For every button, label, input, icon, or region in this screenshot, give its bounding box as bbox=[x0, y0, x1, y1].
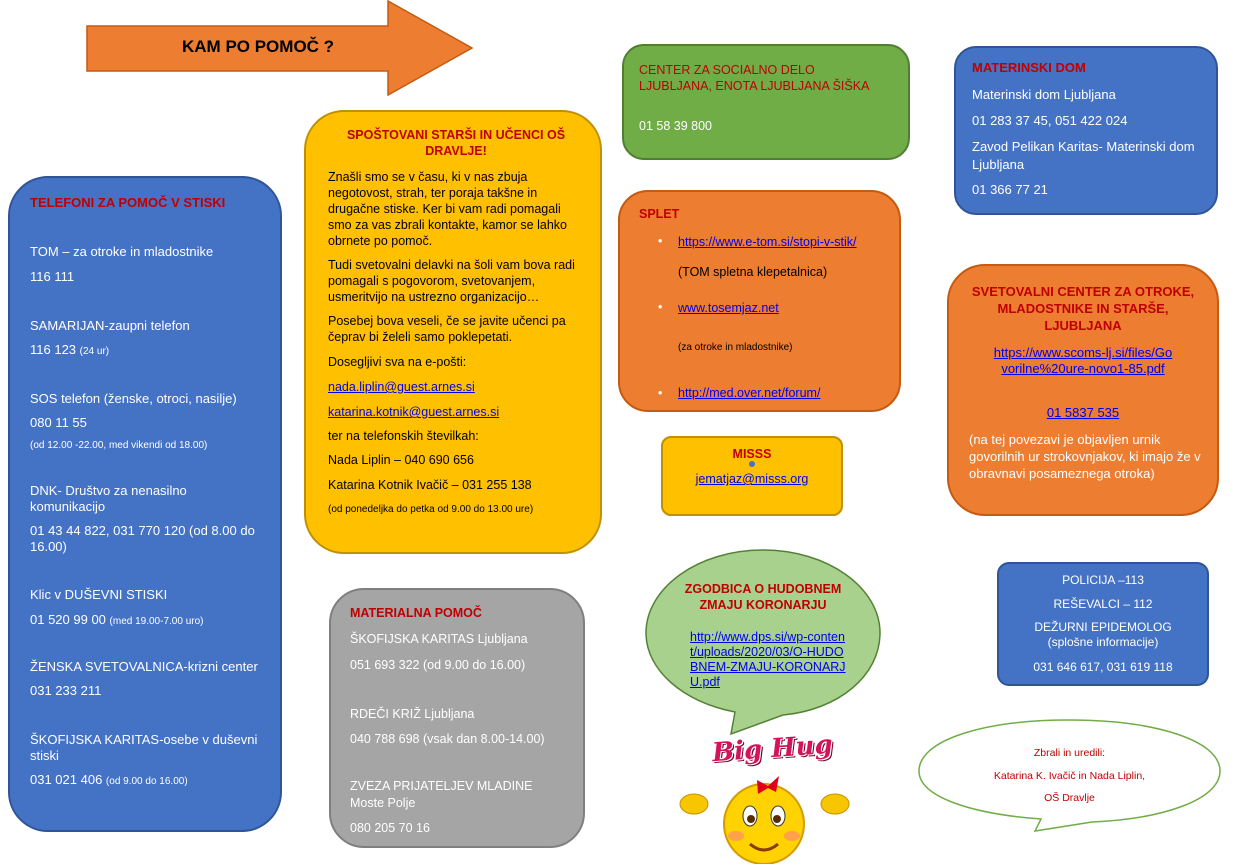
phone-number-text: 01 520 99 00 bbox=[30, 612, 106, 627]
parents-paragraph: Znašli smo se v času, ki v nas zbuja negotovost, strah, ter poraja takšne in drugačne stiske. Ker bi vam radi pomagali smo za vas zbrali kontakte, kamor se lahko obrnete po pomoč. bbox=[328, 170, 567, 248]
material-item-detail: 080 205 70 16 bbox=[350, 821, 430, 835]
story-link[interactable]: http://www.dps.si/wp-content/uploads/2020/03/O-HUDOBNEM-ZMAJU-KORONARJU.pdf bbox=[690, 630, 846, 689]
email-link-katarina[interactable]: katarina.kotnik@guest.arnes.si bbox=[328, 405, 500, 419]
misss-title: MISSS bbox=[732, 447, 772, 461]
bullet-icon: • bbox=[658, 300, 663, 314]
bullet-icon: • bbox=[658, 386, 663, 400]
phone-number-text: 031 021 406 bbox=[30, 772, 103, 787]
phone-intro: ter na telefonskih številkah: bbox=[328, 429, 479, 443]
phone-note: (med 19.00-7.00 uro) bbox=[109, 616, 204, 627]
big-hug-label: Big Hug bbox=[711, 729, 834, 769]
epidemiologist-phone: 031 646 617, 031 619 118 bbox=[1033, 660, 1173, 674]
material-item-detail: 040 788 698 (vsak dan 8.00-14.00) bbox=[350, 732, 545, 746]
material-item-detail: 051 693 322 (od 9.00 do 16.00) bbox=[350, 658, 526, 672]
credits-line: Zbrali in uredili: bbox=[1033, 747, 1106, 759]
police-number: POLICIJA –113 bbox=[1062, 573, 1144, 587]
phone-note: (24 ur) bbox=[79, 346, 110, 357]
parents-message-panel bbox=[304, 110, 602, 554]
maternity-line: Materinski dom Ljubljana bbox=[972, 87, 1116, 102]
counselling-centre-panel bbox=[947, 264, 1219, 516]
maternity-line: Zavod Pelikan Karitas- Materinski dom Ljubljana bbox=[972, 139, 1195, 172]
maternity-title: MATERINSKI DOM bbox=[972, 60, 1086, 75]
phone-item-number: 01 43 44 822, 031 770 120 (od 8.00 do 16.00) bbox=[30, 523, 255, 554]
phone-item-name: Klic v DUŠEVNI STISKI bbox=[30, 587, 168, 602]
phones-title: TELEFONI ZA POMOČ V STISKI bbox=[30, 195, 226, 210]
parents-title: SPOŠTOVANI STARŠI IN UČENCI OŠ DRAVLJE! bbox=[346, 128, 566, 158]
email-link-nada[interactable]: nada.liplin@guest.arnes.si bbox=[328, 380, 475, 394]
web-link-tom[interactable]: https://www.e-tom.si/stopi-v-stik/ bbox=[678, 235, 857, 249]
material-item-name: RDEČI KRIŽ Ljubljana bbox=[350, 707, 475, 721]
phone-note: (od 9.00 do 16.00) bbox=[105, 776, 188, 787]
counsel-link[interactable]: https://www.scoms-lj.si/files/Govorilne%20ure-novo1-85.pdf bbox=[993, 345, 1173, 376]
phone-item-number bbox=[30, 612, 203, 627]
social-phone: 01 58 39 800 bbox=[639, 119, 712, 133]
smiley-hug-icon bbox=[672, 764, 857, 864]
misss-panel bbox=[661, 436, 843, 516]
phone-item-name: DNK- Društvo za nenasilno komunikacijo bbox=[30, 483, 187, 514]
phone-item-number: 031 233 211 bbox=[30, 683, 102, 698]
social-work-panel bbox=[622, 44, 910, 160]
material-help-panel bbox=[329, 588, 585, 848]
phone-item-name: ŠKOFIJSKA KARITAS-osebe v duševni stiski bbox=[30, 732, 258, 763]
web-title: SPLET bbox=[639, 207, 680, 221]
material-item-sub: Moste Polje bbox=[350, 796, 416, 810]
web-link-tom-note: (TOM spletna klepetalnica) bbox=[678, 265, 828, 279]
office-hours: (od ponedeljka do petka od 9.00 do 13.00 ure) bbox=[328, 504, 534, 515]
phone-item-number bbox=[30, 772, 188, 787]
web-link-tosemjaz-note: (za otroke in mladostnike) bbox=[678, 342, 793, 353]
phone-nada: Nada Liplin – 040 690 656 bbox=[328, 453, 474, 467]
parents-paragraph: Tudi svetovalni delavki na šoli vam bova radi pomagali s pogovorom, svetovanjem, usmeritvijo na ustrezno organizacijo… bbox=[328, 258, 575, 304]
ambulance-number: REŠEVALCI – 112 bbox=[1053, 597, 1153, 611]
title-arrow bbox=[86, 0, 476, 96]
arrow-label: KAM PO POMOČ ? bbox=[182, 37, 335, 56]
parents-paragraph: Posebej bova veseli, če se javite učenci pa čeprav bi želeli samo poklepetati. bbox=[328, 314, 566, 344]
phone-number-text: 116 123 bbox=[30, 342, 77, 357]
epidemiologist-subtitle: (splošne informacije) bbox=[1047, 635, 1159, 649]
phone-item-number bbox=[30, 342, 109, 357]
misss-dot-icon bbox=[749, 461, 755, 467]
maternity-home-panel bbox=[954, 46, 1218, 215]
counsel-title: SVETOVALNI CENTER ZA OTROKE, MLADOSTNIKE IN STARŠE, LJUBLJANA bbox=[971, 284, 1195, 333]
web-link-forum[interactable]: http://med.over.net/forum/ bbox=[678, 386, 821, 400]
maternity-line: 01 366 77 21 bbox=[972, 182, 1048, 197]
phone-item-name: SOS telefon (ženske, otroci, nasilje) bbox=[30, 391, 237, 406]
social-title: CENTER ZA SOCIALNO DELO LJUBLJANA, ENOTA LJUBLJANA ŠIŠKA bbox=[639, 63, 870, 93]
phone-item-number: 080 11 55 bbox=[30, 415, 87, 430]
credits-line: OŠ Dravlje bbox=[1044, 792, 1095, 804]
material-title: MATERIALNA POMOČ bbox=[350, 606, 482, 620]
credits-bubble bbox=[917, 718, 1222, 833]
credits-line: Katarina K. Ivačič in Nada Liplin, bbox=[993, 770, 1146, 782]
phone-item-number: 116 111 bbox=[30, 269, 75, 284]
phone-item-name: SAMARIJAN-zaupni telefon bbox=[30, 318, 190, 333]
misss-email[interactable]: jematjaz@misss.org bbox=[695, 472, 809, 486]
emergency-numbers-panel bbox=[997, 562, 1209, 686]
maternity-line: 01 283 37 45, 051 422 024 bbox=[972, 113, 1128, 128]
story-bubble bbox=[643, 548, 883, 738]
phone-item-name: TOM – za otroke in mladostnike bbox=[30, 244, 214, 259]
bullet-icon: • bbox=[658, 234, 663, 248]
counsel-phone[interactable]: 01 5837 535 bbox=[1046, 405, 1120, 420]
web-link-tosemjaz[interactable]: www.tosemjaz.net bbox=[678, 301, 779, 315]
epidemiologist-title: DEŽURNI EPIDEMOLOG bbox=[1034, 620, 1172, 634]
material-item-name: ZVEZA PRIJATELJEV MLADINE bbox=[350, 779, 533, 793]
web-links-panel bbox=[618, 190, 901, 412]
phone-item-name: ŽENSKA SVETOVALNICA-krizni center bbox=[30, 659, 258, 674]
help-phones-panel bbox=[8, 176, 282, 832]
story-title: ZGODBICA O HUDOBNEM ZMAJU KORONARJU bbox=[684, 582, 842, 612]
email-intro: Dosegljivi sva na e-pošti: bbox=[328, 355, 467, 369]
phone-katarina: Katarina Kotnik Ivačič – 031 255 138 bbox=[328, 478, 532, 492]
counsel-note: (na tej povezavi je objavljen urnik govorilnih ur strokovnjakov, ki imajo že v obravnavi posameznega otroka) bbox=[969, 432, 1201, 481]
phone-note: (od 12.00 -22.00, med vikendi od 18.00) bbox=[30, 440, 208, 451]
material-item-name: ŠKOFIJSKA KARITAS Ljubljana bbox=[350, 632, 528, 646]
big-hug-graphic bbox=[672, 729, 857, 862]
